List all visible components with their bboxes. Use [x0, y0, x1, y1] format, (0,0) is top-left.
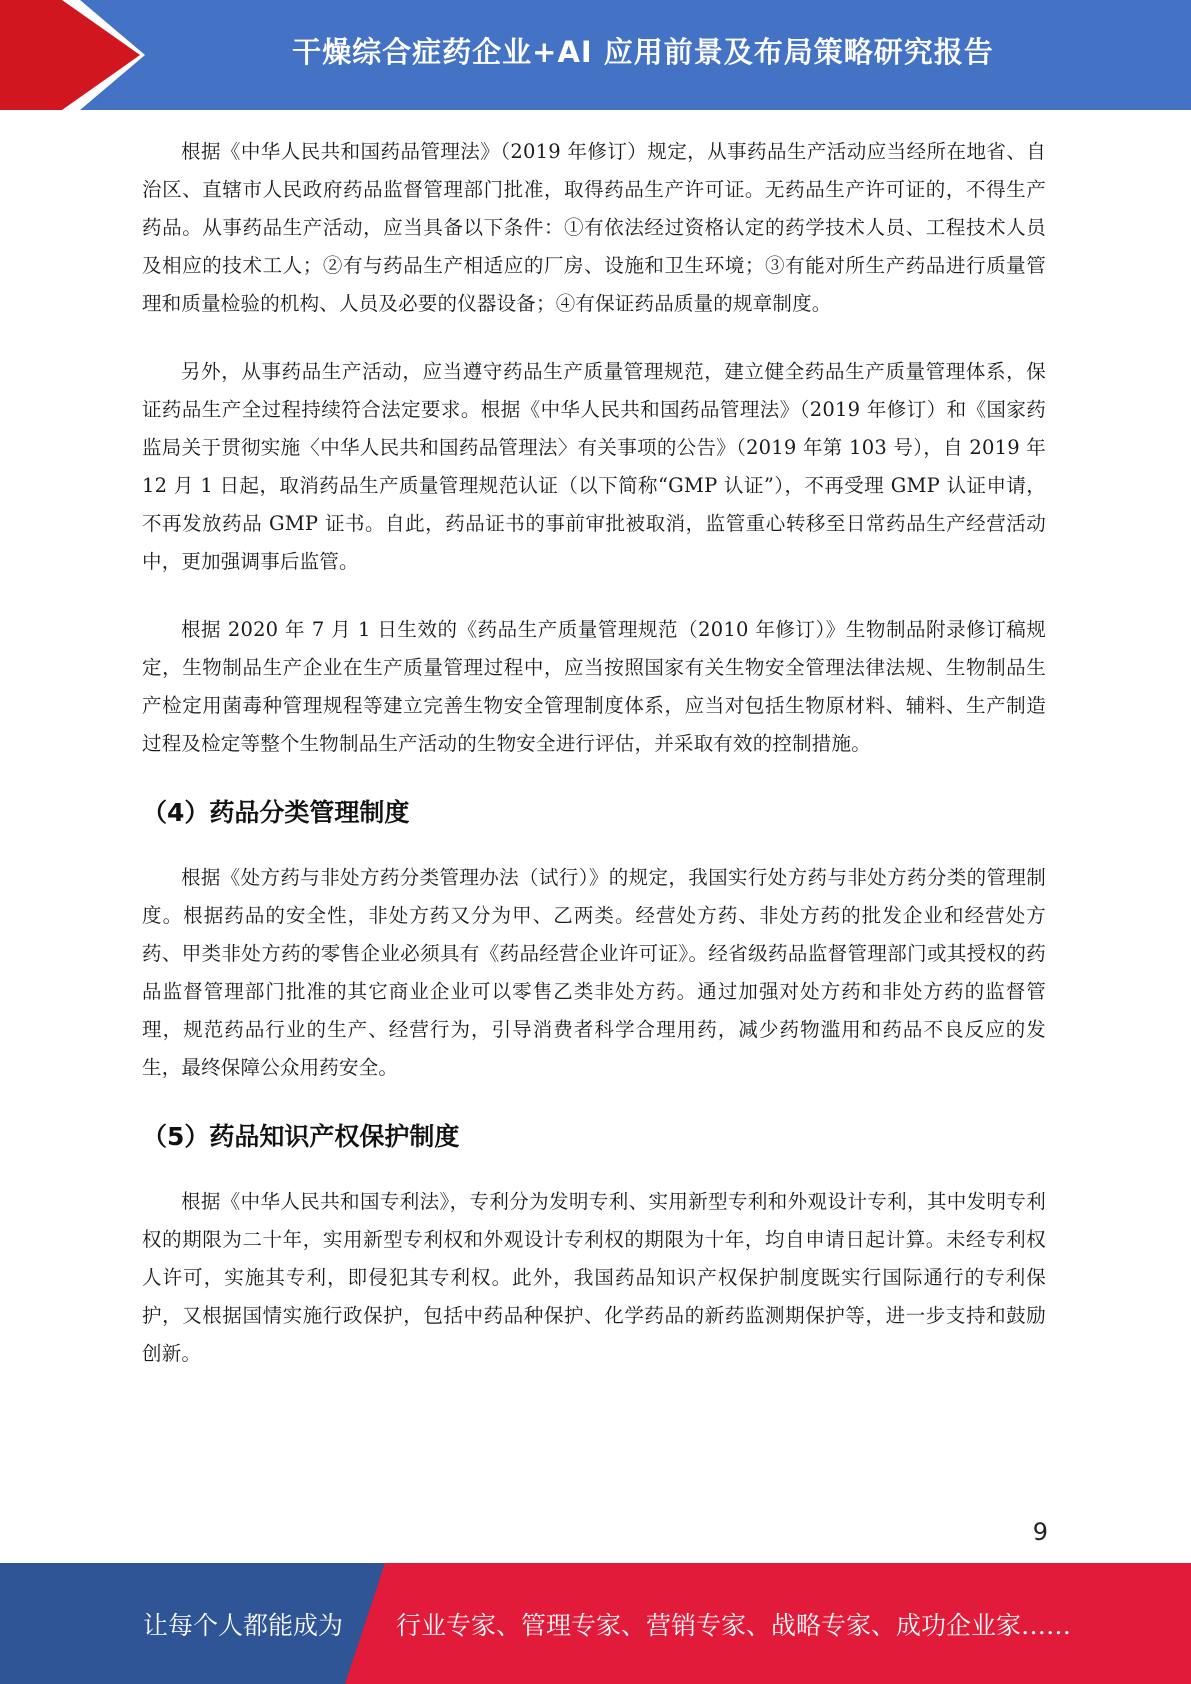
- section-heading-ip: （5）药品知识产权保护制度: [142, 1122, 460, 1151]
- footer-banner: [0, 1563, 1191, 1684]
- paragraph-ip: 根据《中华人民共和国专利法》，专利分为发明专利、实用新型专利和外观设计专利，其中发明专利权的期限为二十年，实用新型专利权和外观设计专利权的期限为十年，均自申请日起计算。未经专利权人许可，实施其专利，即侵犯其专利权。此外，我国药品知识产权保护制度既实行国际通行的专利保护，又根据国情实施行政保护，包括中药品种保护、化学药品的新药监测期保护等，进一步支持和鼓励创新。: [142, 1190, 1046, 1365]
- header-arrow-decoration: [0, 0, 145, 110]
- header-banner: [0, 0, 1191, 110]
- page-number: 9: [1032, 1518, 1048, 1546]
- report-title: 干燥综合症药企业+AI 应用前景及布局策略研究报告: [292, 34, 994, 69]
- section-heading-classification: （4）药品分类管理制度: [142, 798, 410, 827]
- paragraph-biologics: 根据 2020 年 7 月 1 日生效的《药品生产质量管理规范（2010 年修订）》生物制品附录修订稿规定，生物制品生产企业在生产质量管理过程中，应当按照国家有关生物安全管理法律法规、生物制品生产检定用菌毒种管理规程等建立完善生物安全管理制度体系，应当对包括生物原材料、辅料、生产制造过程及检定等整个生物制品生产活动的生物安全进行评估，并采取有效的控制措施。: [142, 618, 1046, 755]
- paragraph-production-license: 根据《中华人民共和国药品管理法》（2019 年修订）规定，从事药品生产活动应当经所在地省、自治区、直辖市人民政府药品监督管理部门批准，取得药品生产许可证。无药品生产许可证的，不得生产药品。从事药品生产活动，应当具备以下条件：①有依法经过资格认定的药学技术人员、工程技术人员及相应的技术工人；②有与药品生产相适应的厂房、设施和卫生环境；③有能对所生产药品进行质量管理和质量检验的机构、人员及必要的仪器设备；④有保证药品质量的规章制度。: [142, 140, 1046, 315]
- paragraph-classification: 根据《处方药与非处方药分类管理办法（试行）》的规定，我国实行处方药与非处方药分类的管理制度。根据药品的安全性，非处方药又分为甲、乙两类。经营处方药、非处方药的批发企业和经营处方药、甲类非处方药的零售企业必须具有《药品经营企业许可证》。经省级药品监督管理部门或其授权的药品监督管理部门批准的其它商业企业可以零售乙类非处方药。通过加强对处方药和非处方药的监督管理，规范药品行业的生产、经营行为，引导消费者科学合理用药，减少药物滥用和药品不良反应的发生，最终保障公众用药安全。: [142, 866, 1046, 1079]
- paragraph-gmp: 另外，从事药品生产活动，应当遵守药品生产质量管理规范，建立健全药品生产质量管理体系，保证药品生产全过程持续符合法定要求。根据《中华人民共和国药品管理法》（2019 年修订）和《国家药监局关于贯彻实施〈中华人民共和国药品管理法〉有关事项的公告》（2019 年第 103 号），自 2019 年 12 月 1 日起，取消药品生产质量管理规范认证（以下简称“GMP 认证”），不再受理 GMP 认证申请，不再发放药品 GMP 证书。自此，药品证书的事前审批被取消，监管重心转移至日常药品生产经营活动中，更加强调事后监管。: [142, 360, 1046, 573]
- footer-slogan-right: 行业专家、管理专家、营销专家、战略专家、成功企业家……: [396, 1610, 1072, 1640]
- footer-slogan-left: 让每个人都能成为: [143, 1610, 344, 1640]
- document-body: [142, 133, 1046, 1403]
